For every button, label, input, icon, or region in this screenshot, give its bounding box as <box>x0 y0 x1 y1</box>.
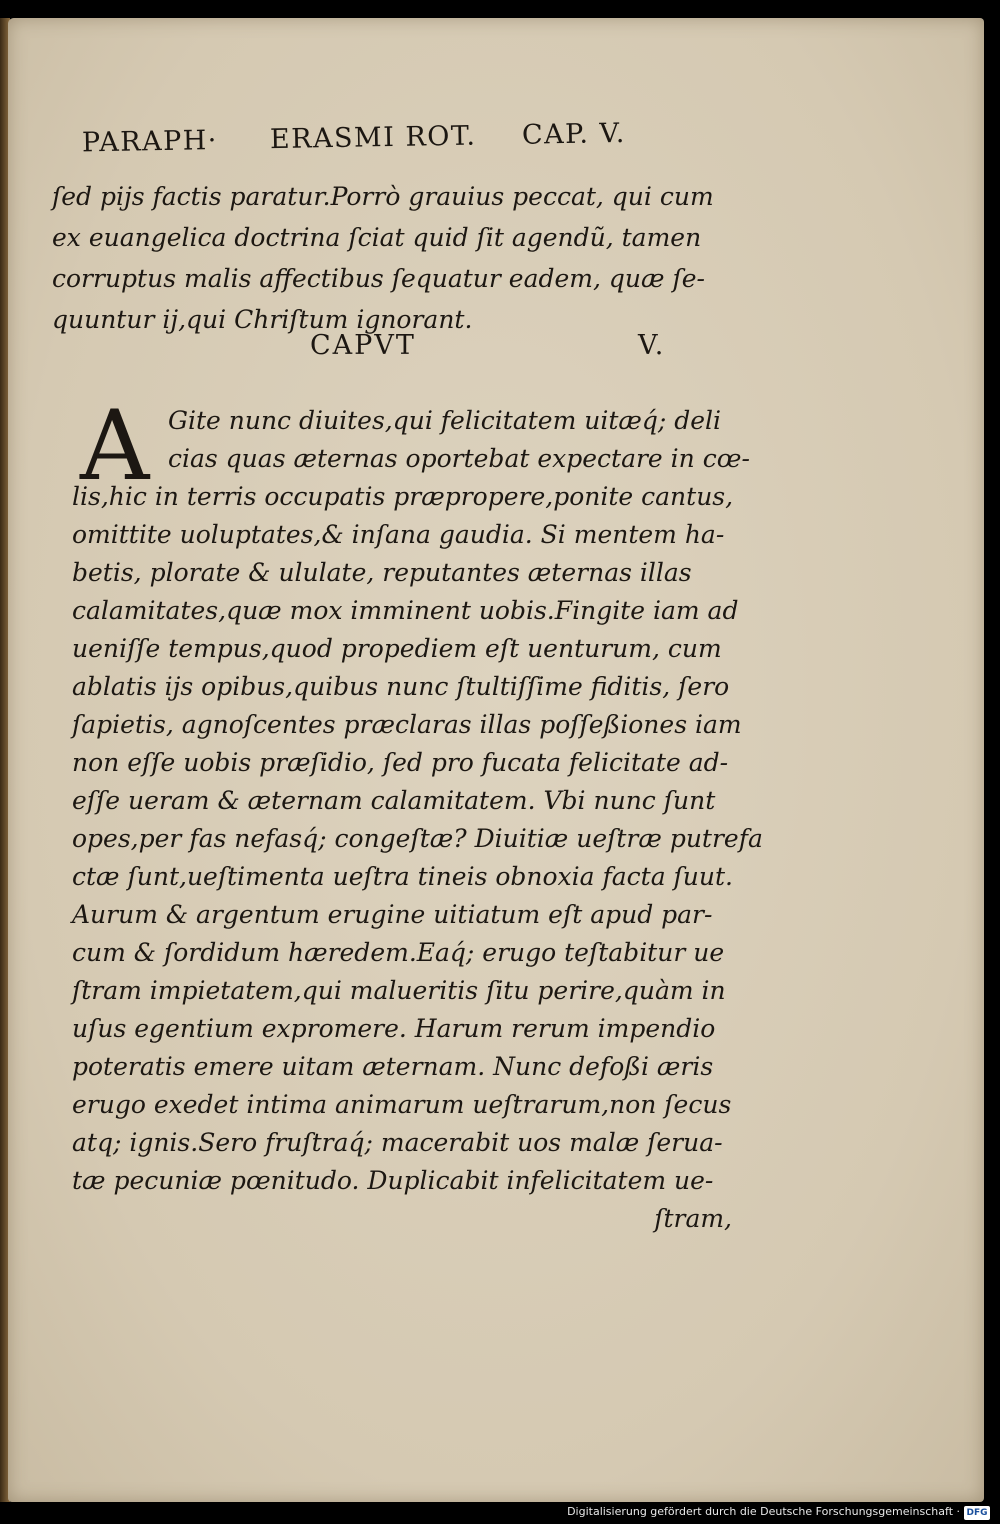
text-line: uſus egentium expromere. Harum rerum impendio <box>72 1014 716 1043</box>
text-line: Aurum & argentum erugine uitiatum eſt apud par- <box>72 900 713 929</box>
text-line: omittite uoluptates,& inſana gaudia. Si mentem ha- <box>72 520 725 549</box>
text-line: lis,hic in terris occupatis præpropere,ponite cantus, <box>72 482 734 511</box>
text-line: quuntur ij,qui Chriſtum ignorant. <box>52 305 473 334</box>
text-line: ueniſſe tempus,quod propediem eſt uenturum, cum <box>72 634 722 663</box>
text-line: eſſe ueram & æternam calamitatem. Vbi nunc ſunt <box>72 786 716 815</box>
text-line: ſed pijs factis paratur.Porrò grauius peccat, qui cum <box>52 182 714 211</box>
text-line: ex euangelica doctrina ſciat quid ſit agendũ, tamen <box>52 223 702 252</box>
drop-capital: A <box>80 390 150 502</box>
chapter-number: V. <box>638 330 666 361</box>
chapter-heading <box>300 330 690 370</box>
text-line: betis, plorate & ululate, reputantes æternas illas <box>72 558 692 587</box>
text-line: erugo exedet intima animarum ueſtrarum,non ſecus <box>72 1090 732 1119</box>
text-line: cum & ſordidum hæredem.Eaq́; erugo teſtabitur ue <box>72 938 725 967</box>
text-line: opes,per fas nefasq́; congeſtæ? Diuitiæ ueſtræ putrefa <box>72 824 763 853</box>
text-line: ſapietis, agnoſcentes præclaras illas poſſeßiones iam <box>72 710 742 739</box>
preceding-paragraph <box>52 176 714 340</box>
text-line: calamitates,quæ mox imminent uobis.Fingite iam ad <box>72 596 739 625</box>
text-line: ſtram, <box>654 1204 732 1233</box>
chapter-label: CAPVT <box>310 330 416 361</box>
text-line: tæ pecuniæ pœnitudo. Duplicabit infelicitatem ue- <box>72 1166 714 1195</box>
text-line: ablatis ijs opibus,quibus nunc ſtultiſſime fiditis, ſero <box>72 672 730 701</box>
funding-credit: Digitalisierung gefördert durch die Deutsche Forschungsgemeinschaft · <box>567 1505 960 1518</box>
text-line: corruptus malis affectibus ſequatur eadem, quæ ſe- <box>52 264 705 293</box>
text-line: cias quas æternas oportebat expectare in cœ- <box>168 444 750 473</box>
text-line: ſtram impietatem,qui malueritis ſitu perire,quàm in <box>72 976 726 1005</box>
text-line: poteratis emere uitam æternam. Nunc defoßi æris <box>72 1052 714 1081</box>
header-left: PARAPH· <box>81 125 219 159</box>
header-center: ERASMI ROT. <box>269 120 477 156</box>
dfg-logo-icon: DFG <box>964 1506 990 1520</box>
text-line: atq; ignis.Sero fruſtraq́; macerabit uos malæ ſerua- <box>72 1128 723 1157</box>
chapter-body <box>72 390 763 1238</box>
text-line: non eſſe uobis præſidio, ſed pro fucata felicitate ad- <box>72 748 729 777</box>
running-header <box>82 107 703 170</box>
footer-bar <box>0 1502 1000 1524</box>
text-line: ctæ ſunt,ueſtimenta ueſtra tineis obnoxia facta ſuut. <box>72 862 733 891</box>
header-right: CAP. V. <box>521 117 627 151</box>
text-line: Gite nunc diuites,qui felicitatem uitæq́; deli <box>168 406 722 435</box>
